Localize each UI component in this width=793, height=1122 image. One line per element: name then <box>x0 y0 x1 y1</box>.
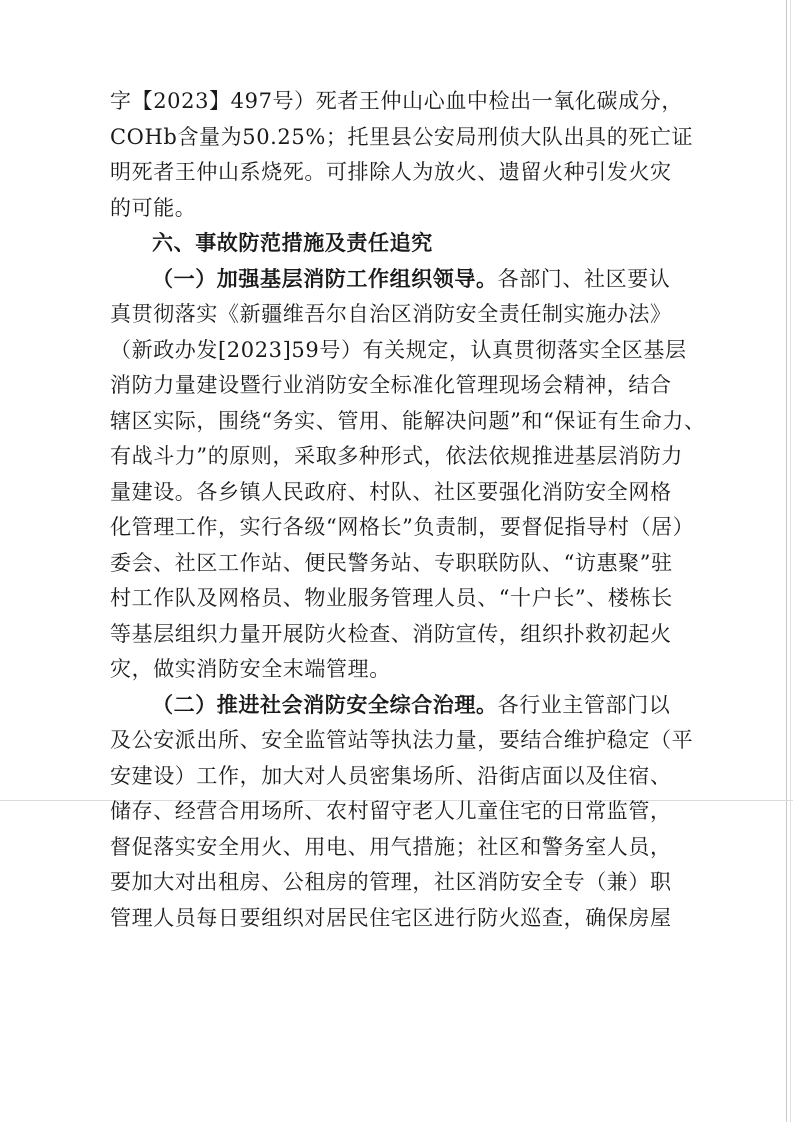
item1-line: 村工作队及网格员、物业服务管理人员、“十户长”、楼栋长 <box>110 586 673 610</box>
item2-line: 要加大对出租房、公租房的管理，社区消防安全专（兼）职 <box>110 870 672 894</box>
paragraph-line: 字【2023】497号）死者王仲山心血中检出一氧化碳成分， <box>110 89 683 113</box>
item1-line: 化管理工作，实行各级“网格长”负责制，要督促指导村（居） <box>110 515 695 539</box>
item1-lead: （一）加强基层消防工作组织领导。 <box>152 266 498 291</box>
item1-line: 等基层组织力量开展防火检查、消防宣传，组织扑救初起火 <box>110 621 672 646</box>
item1-line: 辖区实际，围绕“务实、管用、能解决问题”和“保证有生命力、 <box>110 408 706 433</box>
item1-line: 有战斗力”的原则，采取多种形式，依法依规推进基层消防力 <box>110 444 683 468</box>
item2-line: 督促落实安全用火、用电、用气措施；社区和警务室人员， <box>110 834 672 859</box>
item1-line: 灾，做实消防安全末端管理。 <box>110 657 391 681</box>
item1-line: （新政办发[2023]59号）有关规定，认真贯彻落实全区基层 <box>110 337 687 362</box>
item1-line: 委会、社区工作站、便民警务站、专职联防队、“访惠聚”驻 <box>110 550 673 575</box>
item2-first-line-rest: 各行业主管部门以 <box>497 692 671 717</box>
body-text <box>110 84 706 936</box>
item1-line: 量建设。各乡镇人民政府、村队、社区要强化消防安全网格 <box>110 479 672 504</box>
paragraph-line: 的可能。 <box>110 195 197 220</box>
item1-line: 消防力量建设暨行业消防安全标准化管理现场会精神，结合 <box>110 373 672 397</box>
paragraph-line: 明死者王仲山系烧死。可排除人为放火、遗留火种引发火灾 <box>110 160 672 184</box>
item1-line: 真贯彻落实《新疆维吾尔自治区消防安全责任制实施办法》 <box>110 302 672 326</box>
scan-edge-line <box>786 0 787 1122</box>
paragraph-line: COHb含量为50.25%；托里县公安局刑侦大队出具的死亡证 <box>110 124 694 149</box>
item2-line: 安建设）工作，加大对人员密集场所、沿街店面以及住宿、 <box>110 763 672 788</box>
section-heading: 六、事故防范措施及责任追究 <box>152 231 433 255</box>
item1-first-line-rest: 各部门、社区要认 <box>497 266 671 291</box>
item2-line: 管理人员每日要组织对居民住宅区进行防火巡查，确保房屋 <box>110 905 672 930</box>
item2-lead: （二）推进社会消防安全综合治理。 <box>152 692 498 717</box>
item2-line: 储存、经营合用场所、农村留守老人儿童住宅的日常监管， <box>110 799 672 823</box>
item2-line: 及公安派出所、安全监管站等执法力量，要结合维护稳定（平 <box>110 728 694 752</box>
scan-edge-line-outer <box>790 0 791 1122</box>
item2-first-line <box>110 688 670 724</box>
item1-first-line <box>110 262 670 298</box>
